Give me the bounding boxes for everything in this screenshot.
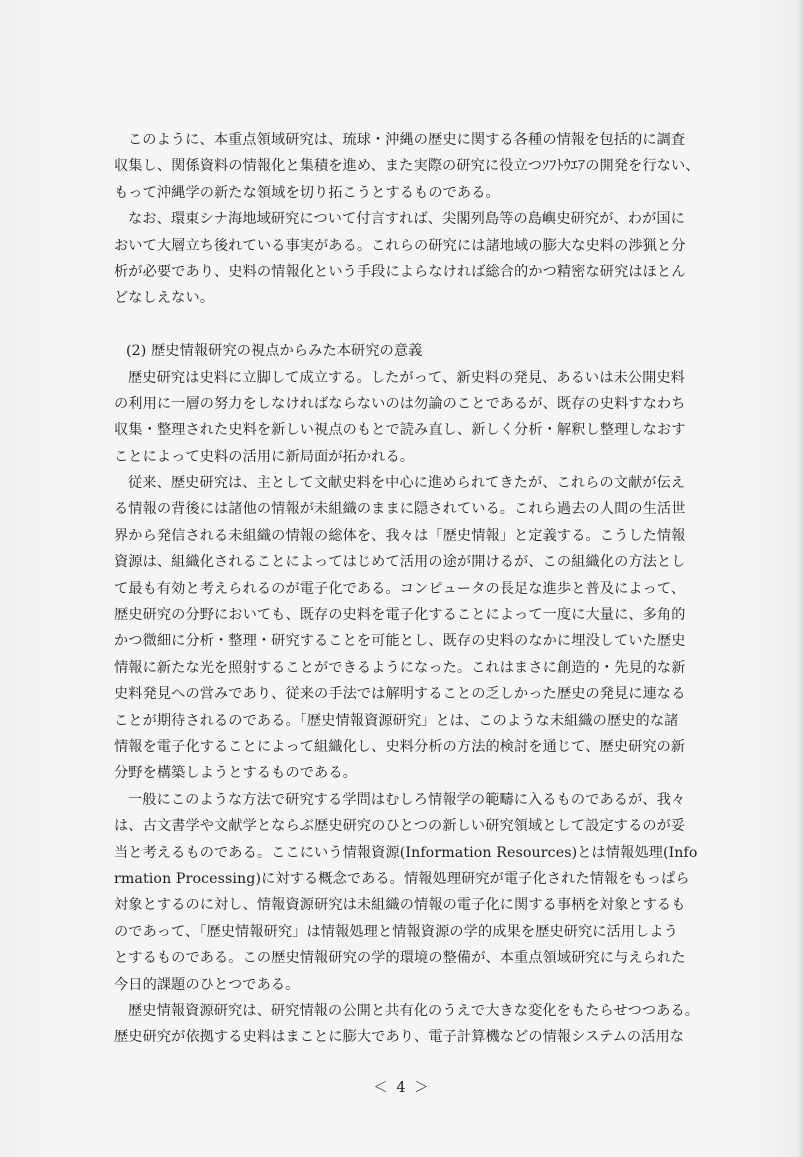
text-line: 対象とするのに対し、情報資源研究は未組織の情報の電子化に関する事柄を対象とするも [114, 897, 686, 914]
text-line: 歴史研究は史料に立脚して成立する。したがって、新史料の発見、あるいは未公開史料 [128, 369, 685, 386]
text-line: 分野を構築しようとするものである。 [114, 765, 357, 782]
page-number: ＜ 4 ＞ [373, 1080, 431, 1096]
text-line: このように、本重点領域研究は、琉球・沖縄の歴史に関する各種の情報を包括的に調査 [128, 132, 686, 148]
page-edge-shadow [798, 0, 804, 1157]
text-line: 史料発見への営みであり、従来の手法では解明することの乏しかった歴史の発見に連なる [114, 686, 686, 703]
paragraph-1 [114, 127, 726, 206]
text-line: rmation Processing)に対する概念である。情報処理研究が電子化された情報をもっぱら [114, 870, 690, 887]
paragraph-6 [114, 998, 726, 1051]
text-line: 資源は、組織化されることによってはじめて活用の途が開けるが、この組織化の方法とし [114, 554, 686, 571]
blank-line [114, 312, 726, 338]
text-line: 歴史情報資源研究は、研究情報の公開と共有化のうえで大きな変化をもたらせつつある。 [128, 1002, 700, 1019]
text-line: 収集し、関係資料の情報化と集積を進め、また実際の研究に役立つｿﾌﾄｳｴｱの開発を行ない、 [114, 158, 700, 175]
text-line: なお、環東シナ海地域研究について付言すれば、尖閣列島等の島嶼史研究が、わが国に [128, 211, 685, 228]
text-line: おいて大層立ち後れている事実がある。これらの研究には諸地域の膨大な史料の渉猟と分 [114, 237, 686, 254]
paragraph-5 [114, 787, 726, 998]
text-line: る情報の背後には諸他の情報が未組織のままに隠されている。これら過去の人間の生活世 [114, 501, 686, 518]
text-line: て最も有効と考えられるのが電子化である。コンピュータの長足な進歩と普及によって、 [114, 580, 686, 597]
text-line: 歴史研究の分野においても、既存の史料を電子化することによって一度に大量に、多角的 [114, 607, 686, 624]
text-line: のであって、「歴史情報研究」は情報処理と情報資源の学的成果を歴史研究に活用しよう [114, 923, 678, 940]
document-body [114, 127, 726, 1051]
text-line: 今日的課題のひとつである。 [114, 976, 300, 993]
text-line: もって沖縄学の新たな領域を切り拓こうとするものである。 [114, 184, 500, 201]
text-line: 歴史研究が依拠する史料はまことに膨大であり、電子計算機などの情報システムの活用な [114, 1029, 685, 1046]
text-line: ことが期待されるのである。「歴史情報資源研究」とは、このような未組織の歴史的な諸 [114, 712, 679, 729]
text-line: 一般にこのような方法で研究する学問はむしろ情報学の範疇に入るものであるが、我々 [128, 791, 686, 808]
text-line: とするものである。この歴史情報研究の学的環境の整備が、本重点領域研究に与えられた [114, 950, 686, 967]
paragraph-4 [114, 470, 726, 787]
text-line: ことによって史料の活用に新局面が拓かれる。 [114, 448, 415, 465]
text-line: 従来、歴史研究は、主として文献史料を中心に進められてきたが、これらの文献が伝え [128, 475, 686, 492]
text-line: 析が必要であり、史料の情報化という手段によらなければ総合的かつ精密な研究はほとん [114, 263, 686, 280]
text-line: どなしえない。 [114, 290, 215, 307]
text-line: 収集・整理された史料を新しい視点のもとで読み直し、新しく分析・解釈し整理しなおす [114, 422, 686, 439]
text-line: 情報を電子化することによって組織化し、史料分析の方法的検討を通じて、歴史研究の新 [114, 738, 686, 755]
paragraph-2 [114, 206, 726, 312]
text-line: 当と考えるものである。ここにいう情報資源(Information Resources)とは情報処理(Info [114, 844, 698, 861]
text-line: の利用に一層の努力をしなければならないのは勿論のことであるが、既存の史料すなわち [114, 395, 686, 412]
text-line: 情報に新たな光を照射することができるようになった。これはまさに創造的・先見的な新 [114, 659, 686, 676]
text-line: 界から発信される未組織の情報の総体を、我々は「歴史情報」と定義する。こうした情報 [114, 527, 686, 544]
section-heading: (2) 歴史情報研究の視点からみた本研究の意義 [126, 343, 423, 360]
paragraph-3 [114, 365, 726, 471]
text-line: かつ微細に分析・整理・研究することを可能とし、既存の史料のなかに埋没していた歴史 [114, 633, 686, 650]
text-line: は、古文書学や文献学とならぶ歴史研究のひとつの新しい研究領域として設定するのが妥 [114, 818, 686, 835]
